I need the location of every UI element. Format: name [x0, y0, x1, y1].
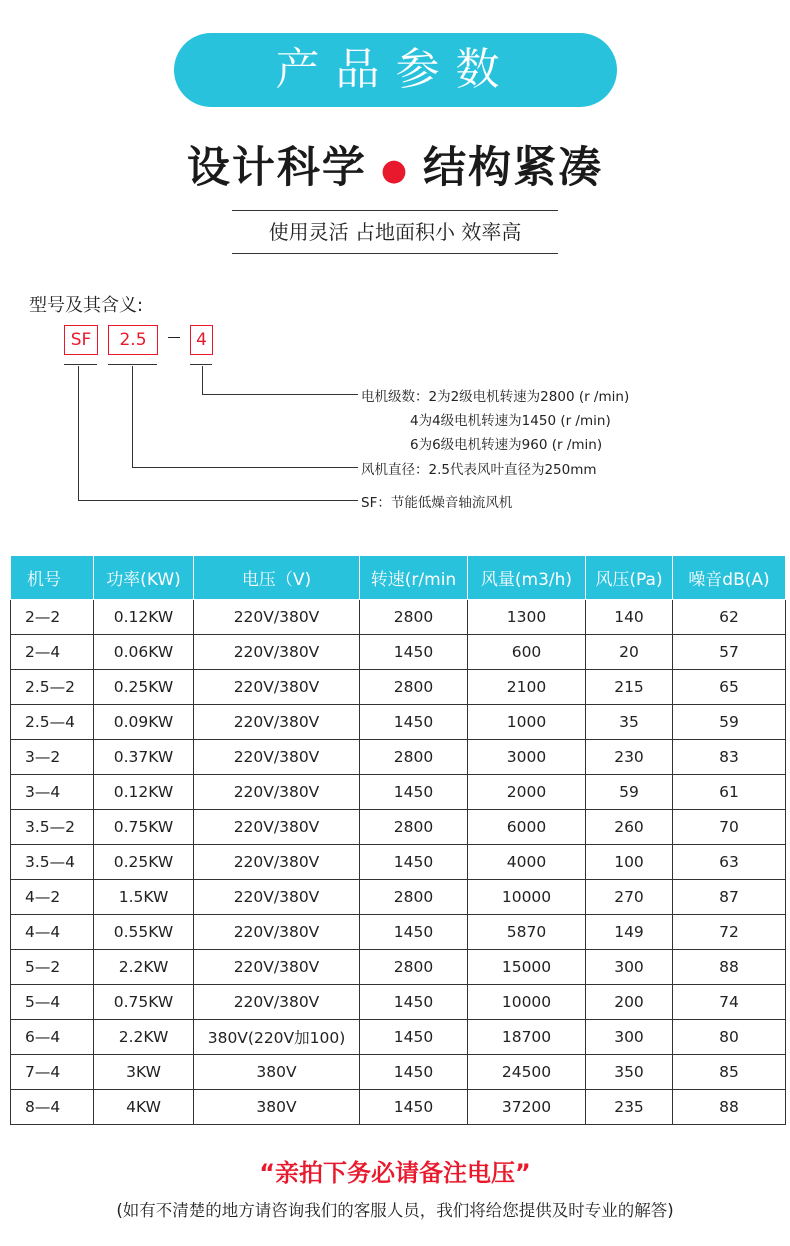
cell-voltage: 220V/380V [194, 670, 360, 705]
cell-noise: 65 [673, 670, 786, 705]
cell-model: 3.5—4 [11, 845, 94, 880]
cell-model: 8—4 [11, 1090, 94, 1125]
cell-voltage: 220V/380V [194, 845, 360, 880]
cell-airflow: 15000 [468, 950, 586, 985]
red-dot-icon: ● [380, 153, 410, 188]
col-header-model: 机号 [11, 556, 94, 600]
cell-model: 3—2 [11, 740, 94, 775]
voltage-notice: “亲拍下务必请备注电压” [259, 1159, 531, 1187]
cell-speed: 1450 [360, 1055, 468, 1090]
cell-voltage: 220V/380V [194, 705, 360, 740]
table-row [11, 950, 786, 985]
cell-power: 0.06KW [94, 635, 194, 670]
table-row [11, 1020, 786, 1055]
desc-sf: SF：节能低燥音轴流风机 [361, 495, 513, 511]
cell-model: 3.5—2 [11, 810, 94, 845]
cell-model: 2—4 [11, 635, 94, 670]
table-row [11, 600, 786, 635]
table-row [11, 740, 786, 775]
table-row [11, 810, 786, 845]
cell-airflow: 10000 [468, 985, 586, 1020]
table-row [11, 635, 786, 670]
cell-noise: 63 [673, 845, 786, 880]
cell-noise: 62 [673, 600, 786, 635]
table-row [11, 670, 786, 705]
cell-model: 2.5—2 [11, 670, 94, 705]
cell-voltage: 220V/380V [194, 635, 360, 670]
subtitle: 使用灵活 占地面积小 效率高 [268, 220, 522, 244]
cell-speed: 1450 [360, 705, 468, 740]
cell-pressure: 300 [586, 1020, 673, 1055]
cell-noise: 59 [673, 705, 786, 740]
table-body [11, 600, 786, 1125]
cell-model: 5—4 [11, 985, 94, 1020]
cell-noise: 80 [673, 1020, 786, 1055]
cell-power: 0.75KW [94, 985, 194, 1020]
cell-noise: 72 [673, 915, 786, 950]
underline-sf [64, 364, 97, 365]
cell-speed: 2800 [360, 810, 468, 845]
col-header-noise: 噪音dB(A) [673, 556, 786, 600]
service-note: (如有不清楚的地方请咨询我们的客服人员，我们将给您提供及时专业的解答) [116, 1201, 674, 1220]
cell-pressure: 300 [586, 950, 673, 985]
cell-pressure: 270 [586, 880, 673, 915]
desc-motor-line1: 电机级数：2为2级电机转速为2800 (r /min) [361, 389, 630, 405]
table-row [11, 985, 786, 1020]
code-box-poles: 4 [190, 325, 213, 355]
spec-table [10, 555, 786, 1125]
cell-power: 0.25KW [94, 845, 194, 880]
cell-airflow: 18700 [468, 1020, 586, 1055]
table-row [11, 1055, 786, 1090]
cell-power: 0.75KW [94, 810, 194, 845]
subtitle-bottom-rule [232, 253, 558, 254]
cell-voltage: 380V [194, 1055, 360, 1090]
headline [0, 134, 790, 195]
cell-pressure: 230 [586, 740, 673, 775]
section-title-badge [174, 33, 617, 107]
connector-diameter-h [132, 467, 358, 468]
cell-voltage: 220V/380V [194, 810, 360, 845]
cell-speed: 1450 [360, 985, 468, 1020]
cell-speed: 1450 [360, 845, 468, 880]
col-header-airflow: 风量(m3/h) [468, 556, 586, 600]
cell-speed: 2800 [360, 600, 468, 635]
headline-left: 设计科学 [186, 143, 367, 193]
cell-speed: 2800 [360, 670, 468, 705]
cell-noise: 57 [673, 635, 786, 670]
underline-poles [190, 364, 212, 365]
cell-voltage: 220V/380V [194, 915, 360, 950]
cell-power: 2.2KW [94, 1020, 194, 1055]
cell-noise: 85 [673, 1055, 786, 1090]
cell-voltage: 220V/380V [194, 740, 360, 775]
cell-model: 5—2 [11, 950, 94, 985]
cell-speed: 1450 [360, 1090, 468, 1125]
table-row [11, 1090, 786, 1125]
table-row [11, 705, 786, 740]
table-row [11, 880, 786, 915]
connector-sf-h [78, 500, 358, 501]
connector-poles-h [202, 394, 358, 395]
cell-model: 7—4 [11, 1055, 94, 1090]
cell-speed: 1450 [360, 915, 468, 950]
cell-airflow: 3000 [468, 740, 586, 775]
cell-power: 0.25KW [94, 670, 194, 705]
headline-right: 结构紧凑 [423, 143, 604, 193]
cell-voltage: 220V/380V [194, 880, 360, 915]
cell-pressure: 215 [586, 670, 673, 705]
cell-pressure: 140 [586, 600, 673, 635]
cell-airflow: 1300 [468, 600, 586, 635]
cell-power: 2.2KW [94, 950, 194, 985]
cell-power: 0.37KW [94, 740, 194, 775]
cell-noise: 70 [673, 810, 786, 845]
cell-speed: 2800 [360, 950, 468, 985]
section-title: 产品参数 [275, 44, 516, 95]
cell-airflow: 1000 [468, 705, 586, 740]
cell-pressure: 260 [586, 810, 673, 845]
underline-diameter [108, 364, 157, 365]
cell-voltage: 380V(220V加100) [194, 1020, 360, 1055]
table-row [11, 845, 786, 880]
cell-noise: 88 [673, 1090, 786, 1125]
cell-voltage: 220V/380V [194, 985, 360, 1020]
cell-model: 4—2 [11, 880, 94, 915]
cell-model: 6—4 [11, 1020, 94, 1055]
cell-airflow: 5870 [468, 915, 586, 950]
cell-speed: 2800 [360, 740, 468, 775]
code-box-diameter: 2.5 [108, 325, 158, 355]
connector-sf-v [78, 366, 79, 500]
cell-power: 4KW [94, 1090, 194, 1125]
code-box-sf: SF [64, 325, 98, 355]
model-label: 型号及其含义: [29, 295, 144, 316]
cell-pressure: 20 [586, 635, 673, 670]
cell-airflow: 10000 [468, 880, 586, 915]
table-header-row [11, 556, 786, 600]
cell-model: 4—4 [11, 915, 94, 950]
cell-airflow: 37200 [468, 1090, 586, 1125]
desc-motor-line2: 4为4级电机转速为1450 (r /min) [410, 413, 611, 429]
cell-power: 3KW [94, 1055, 194, 1090]
cell-voltage: 220V/380V [194, 600, 360, 635]
col-header-speed: 转速(r/min [360, 556, 468, 600]
cell-airflow: 2000 [468, 775, 586, 810]
cell-noise: 87 [673, 880, 786, 915]
cell-airflow: 6000 [468, 810, 586, 845]
cell-airflow: 4000 [468, 845, 586, 880]
connector-diameter-v [132, 366, 133, 467]
cell-power: 1.5KW [94, 880, 194, 915]
cell-pressure: 100 [586, 845, 673, 880]
cell-airflow: 2100 [468, 670, 586, 705]
table-row [11, 915, 786, 950]
col-header-voltage: 电压（V) [194, 556, 360, 600]
cell-voltage: 220V/380V [194, 950, 360, 985]
cell-power: 0.55KW [94, 915, 194, 950]
table-row [11, 775, 786, 810]
cell-airflow: 600 [468, 635, 586, 670]
col-header-power: 功率(KW) [94, 556, 194, 600]
cell-power: 0.12KW [94, 600, 194, 635]
cell-model: 2—2 [11, 600, 94, 635]
cell-pressure: 235 [586, 1090, 673, 1125]
desc-motor-line3: 6为6级电机转速为960 (r /min) [410, 437, 603, 453]
cell-speed: 1450 [360, 635, 468, 670]
cell-noise: 88 [673, 950, 786, 985]
subtitle-top-rule [232, 210, 558, 211]
cell-noise: 83 [673, 740, 786, 775]
desc-diameter: 风机直径：2.5代表风叶直径为250mm [361, 462, 597, 478]
cell-pressure: 149 [586, 915, 673, 950]
cell-model: 2.5—4 [11, 705, 94, 740]
cell-pressure: 35 [586, 705, 673, 740]
cell-noise: 74 [673, 985, 786, 1020]
cell-pressure: 350 [586, 1055, 673, 1090]
cell-model: 3—4 [11, 775, 94, 810]
col-header-pressure: 风压(Pa) [586, 556, 673, 600]
cell-power: 0.09KW [94, 705, 194, 740]
cell-speed: 1450 [360, 1020, 468, 1055]
cell-voltage: 380V [194, 1090, 360, 1125]
cell-speed: 2800 [360, 880, 468, 915]
cell-power: 0.12KW [94, 775, 194, 810]
cell-voltage: 220V/380V [194, 775, 360, 810]
cell-pressure: 200 [586, 985, 673, 1020]
connector-poles-v [202, 366, 203, 394]
cell-speed: 1450 [360, 775, 468, 810]
cell-noise: 61 [673, 775, 786, 810]
cell-airflow: 24500 [468, 1055, 586, 1090]
cell-pressure: 59 [586, 775, 673, 810]
code-dash [168, 337, 180, 338]
